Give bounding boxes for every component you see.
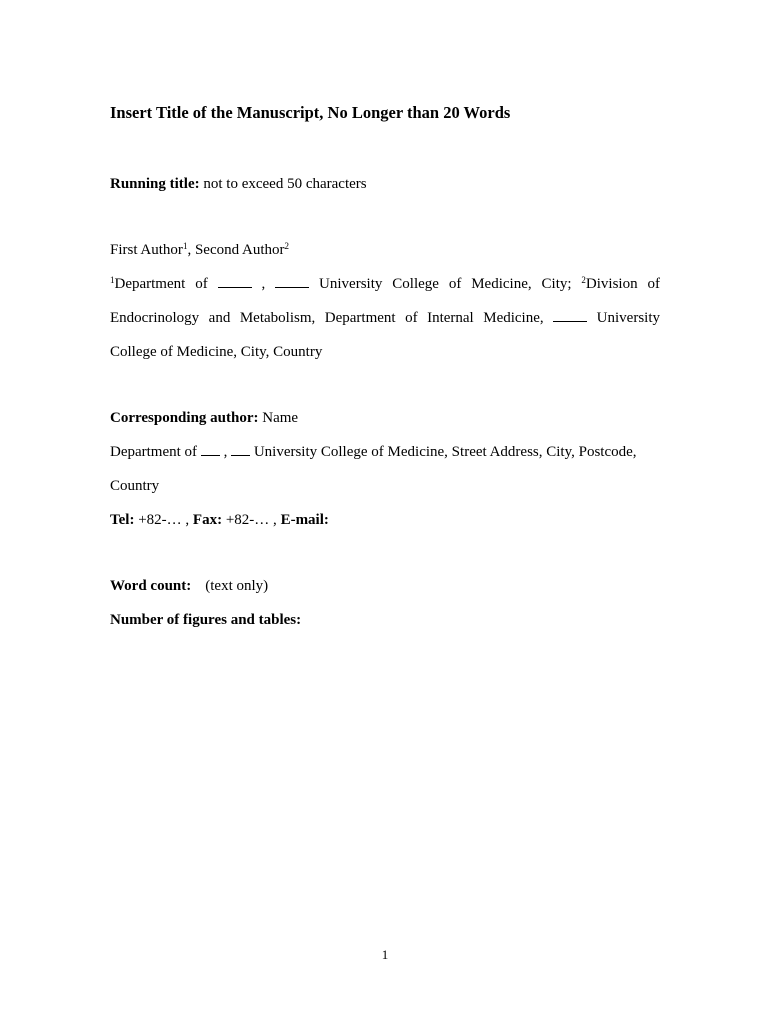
author-list [110, 233, 660, 267]
tel-value: +82-… , [134, 512, 193, 528]
blank-line [218, 277, 252, 288]
second-author-affiliation-mark: 2 [284, 241, 290, 251]
email-label: E-mail: [280, 512, 329, 528]
word-count [110, 569, 660, 603]
running-title-value: not to exceed 50 characters [199, 176, 367, 192]
first-author-affiliation-mark: 1 [182, 241, 188, 251]
first-author: First Author [110, 242, 183, 258]
affiliation-1-college: University College of Medicine, City; [309, 276, 582, 292]
blank-line [275, 277, 309, 288]
address-comma: , [219, 444, 232, 460]
blank-line [553, 311, 587, 322]
corresponding-author-name: Name [258, 410, 299, 426]
fax-value: +82-… , [222, 512, 281, 528]
affiliation-1-dept: Department of [114, 276, 218, 292]
affiliation-2-division: Division of Endocrinology and Metabolism, Department of Internal Medicine, [110, 276, 660, 326]
word-count-label: Word count: [110, 578, 192, 594]
running-title-label: Running title: [110, 176, 200, 192]
blank-line [231, 445, 250, 456]
affiliation-comma: , [251, 276, 276, 292]
fax-label: Fax: [192, 512, 223, 528]
tel-label: Tel: [110, 512, 135, 528]
corresponding-author-label: Corresponding author: [110, 410, 259, 426]
running-title [110, 167, 660, 201]
corresponding-author [110, 401, 660, 435]
manuscript-title: Insert Title of the Manuscript, No Longer than 20 Words [110, 103, 511, 122]
address-rest: University College of Medicine, Street Address, City, Postcode, Country [110, 444, 637, 494]
page-number: 1 [381, 947, 389, 962]
contact-info [110, 503, 660, 537]
author-separator: , [187, 242, 195, 258]
second-author: Second Author [194, 242, 285, 258]
address-dept: Department of [110, 444, 201, 460]
corresponding-address [110, 435, 660, 503]
affiliation-1-mark: 1 [110, 275, 115, 285]
affiliation-2-mark: 2 [581, 275, 586, 285]
affiliations [110, 267, 660, 369]
figures-tables-label: Number of figures and tables: [110, 612, 302, 628]
word-count-value: (text only) [205, 578, 269, 594]
affiliation-2-college: University College of Medicine, City, Country [110, 310, 660, 360]
figures-tables-count [110, 603, 660, 637]
blank-line [201, 445, 220, 456]
